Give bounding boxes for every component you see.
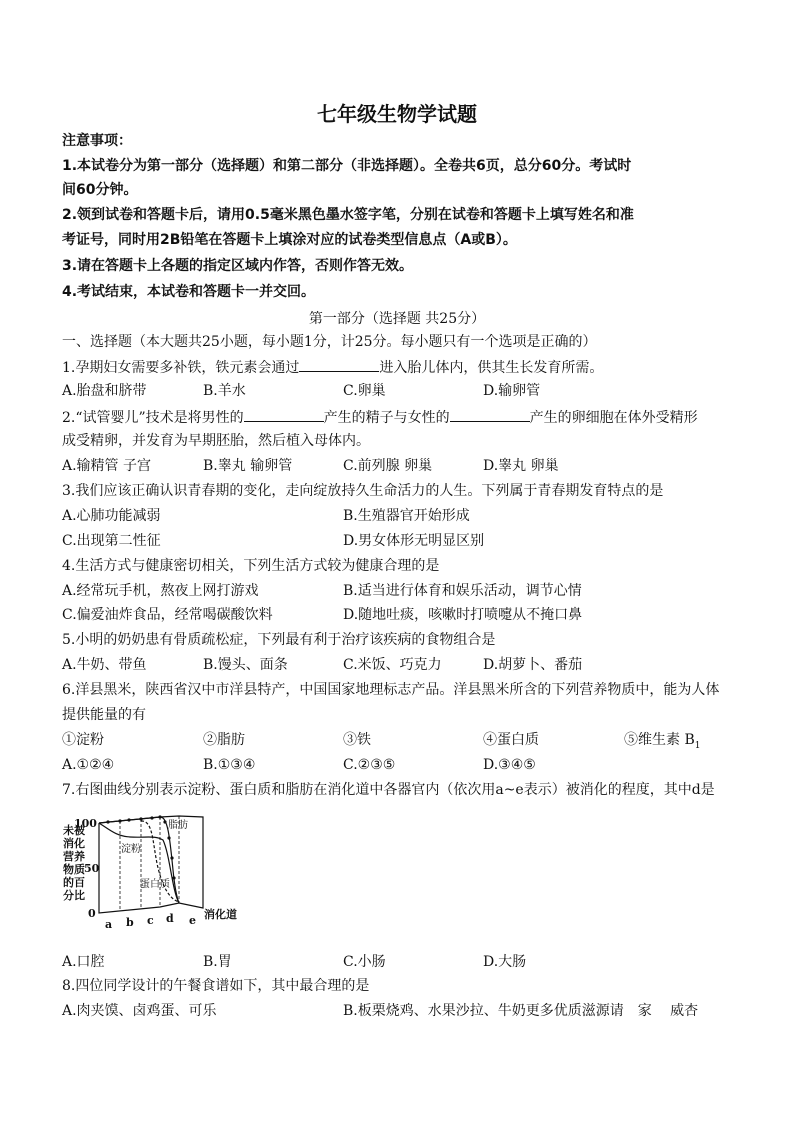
q2-option-b: B.睾丸 输卵管 bbox=[203, 458, 293, 474]
q6-item-4: ④蛋白质 bbox=[483, 732, 539, 748]
q6-option-a: A.①②④ bbox=[62, 757, 115, 773]
q6-item-1: ①淀粉 bbox=[62, 732, 104, 748]
q4-option-b: B.适当进行体育和娱乐活动，调节心情 bbox=[343, 583, 582, 599]
answer-blank bbox=[299, 357, 379, 372]
q6-option-b: B.①③④ bbox=[203, 757, 256, 773]
question-6-stem: 6.洋县黑米，陕西省汉中市洋县特产，中国国家地理标志产品。洋县黑米所含的下列营养物质中，能为人体 bbox=[62, 682, 720, 698]
q4-option-d: D.随地吐痰，咳嗽时打喷嚏从不掩口鼻 bbox=[343, 607, 583, 623]
note-2-cont: 考证号，同时用2B铅笔在答题卡上填涂对应的试卷类型信息点（A或B）。 bbox=[62, 232, 517, 248]
digestion-curve-figure bbox=[60, 810, 240, 935]
q4-option-a: A.经常玩手机，熬夜上网打游戏 bbox=[62, 583, 259, 599]
question-3-stem: 3.我们应该正确认识青春期的变化，走向绽放持久生命活力的人生。下列属于青春期发育特点的是 bbox=[62, 483, 664, 499]
q6-option-c: C.②③⑤ bbox=[343, 757, 396, 773]
q6-item-2: ②脂肪 bbox=[203, 732, 245, 748]
curve-label-protein: 蛋白质 bbox=[140, 879, 170, 890]
y-axis-label: 未被 bbox=[63, 824, 85, 837]
q2-text: 2.“试管婴儿”技术是将男性的 bbox=[62, 410, 244, 426]
q1-option-c: C.卵巢 bbox=[343, 383, 386, 399]
x-tick: a bbox=[105, 918, 113, 931]
y-tick: 100 bbox=[74, 817, 97, 830]
answer-blank bbox=[450, 407, 530, 422]
fat-curve bbox=[99, 817, 179, 903]
q1-option-b: B.羊水 bbox=[203, 383, 246, 399]
subscript: 1 bbox=[694, 740, 701, 751]
q6-item-5 bbox=[624, 731, 700, 755]
q3-option-c: C.出现第二性征 bbox=[62, 533, 161, 549]
q7-option-d: D.大肠 bbox=[483, 954, 527, 970]
x-tick: b bbox=[126, 916, 134, 929]
q8-option-a: A.肉夹馍、卤鸡蛋、可乐 bbox=[62, 1003, 217, 1019]
q1-option-a: A.胎盘和脐带 bbox=[62, 383, 147, 399]
q7-option-a: A.口腔 bbox=[62, 954, 105, 970]
q2-text: 产生的卵细胞在体外受精形 bbox=[529, 410, 698, 426]
y-axis-label: 消化 bbox=[63, 837, 85, 850]
x-tick: d bbox=[166, 912, 174, 925]
q3-option-a: A.心肺功能减弱 bbox=[62, 508, 161, 524]
part-heading: 第一部分（选择题 共25分） bbox=[308, 311, 486, 327]
page-title: 七年级生物学试题 bbox=[317, 102, 477, 126]
y-tick: 0 bbox=[88, 907, 96, 920]
curve-label-starch: 淀粉 bbox=[121, 844, 141, 855]
curve-label-fat: 脂肪 bbox=[168, 820, 188, 831]
q2-option-c: C.前列腺 卵巢 bbox=[343, 458, 433, 474]
note-3: 3.请在答题卡上各题的指定区域内作答，否则作答无效。 bbox=[62, 258, 414, 274]
note-4: 4.考试结束，本试卷和答题卡一并交回。 bbox=[62, 284, 316, 300]
q8-option-b: B.板栗烧鸡、水果沙拉、牛奶更多优质滋源请 家 威杏 bbox=[343, 1003, 699, 1019]
y-tick: 50 bbox=[84, 862, 100, 875]
q6-item-5-text: ⑤维生素 B bbox=[624, 732, 695, 748]
y-axis-label: 物质 bbox=[63, 863, 85, 876]
q6-stem-cont: 提供能量的有 bbox=[62, 707, 146, 723]
q5-option-d: D.胡萝卜、番茄 bbox=[483, 657, 583, 673]
q1-option-d: D.输卵管 bbox=[483, 383, 541, 399]
notes-heading: 注意事项： bbox=[62, 133, 132, 149]
q1-text: 1.孕期妇女需要多补铁，铁元素会通过 bbox=[62, 360, 300, 376]
answer-blank bbox=[244, 407, 324, 422]
q5-option-c: C.米饭、巧克力 bbox=[343, 657, 442, 673]
y-axis-label: 营养 bbox=[63, 850, 85, 863]
q6-option-d: D.③④⑤ bbox=[483, 757, 536, 773]
x-tick: e bbox=[189, 914, 196, 927]
q1-text: 进入胎儿体内，供其生长发育所需。 bbox=[379, 360, 604, 376]
question-2-stem bbox=[62, 407, 698, 427]
x-tick: c bbox=[147, 914, 154, 927]
x-axis-label: 消化道 bbox=[204, 908, 237, 921]
q2-text: 产生的精子与女性的 bbox=[323, 410, 450, 426]
q7-option-b: B.胃 bbox=[203, 954, 232, 970]
q5-option-a: A.牛奶、带鱼 bbox=[62, 657, 147, 673]
q7-option-c: C.小肠 bbox=[343, 954, 386, 970]
y-axis-label: 的百 bbox=[63, 876, 85, 889]
q2-option-a: A.输精管 子宫 bbox=[62, 458, 152, 474]
section-heading: 一、选择题（本大题共25小题，每小题1分，计25分。每小题只有一个选项是正确的） bbox=[62, 334, 597, 350]
q2-stem-cont: 成受精卵，并发育为早期胚胎，然后植入母体内。 bbox=[62, 433, 370, 449]
q4-option-c: C.偏爱油炸食品，经常喝碳酸饮料 bbox=[62, 607, 273, 623]
question-7-stem: 7.右图曲线分别表示淀粉、蛋白质和脂肪在消化道中各器官内（依次用a~e表示）被消化的程度，其中d是 bbox=[62, 782, 715, 798]
question-5-stem: 5.小明的奶奶患有骨质疏松症，下列最有利于治疗该疾病的食物组合是 bbox=[62, 632, 496, 648]
q3-option-d: D.男女体形无明显区别 bbox=[343, 533, 485, 549]
question-4-stem: 4.生活方式与健康密切相关，下列生活方式较为健康合理的是 bbox=[62, 558, 440, 574]
q3-option-b: B.生殖器官开始形成 bbox=[343, 508, 470, 524]
note-1-cont: 间60分钟。 bbox=[62, 182, 138, 198]
question-1-stem bbox=[62, 357, 603, 377]
q2-option-d: D.睾丸 卵巢 bbox=[483, 458, 559, 474]
note-2: 2.领到试卷和答题卡后，请用0.5毫米黑色墨水签字笔，分别在试卷和答题卡上填写姓名和准 bbox=[62, 207, 634, 223]
question-8-stem: 8.四位同学设计的午餐食谱如下，其中最合理的是 bbox=[62, 978, 370, 994]
q5-option-b: B.馒头、面条 bbox=[203, 657, 288, 673]
q6-item-3: ③铁 bbox=[343, 732, 371, 748]
note-1: 1.本试卷分为第一部分（选择题）和第二部分（非选择题）。全卷共6页，总分60分。考试时 bbox=[62, 158, 632, 174]
y-axis-label: 分比 bbox=[63, 889, 85, 902]
